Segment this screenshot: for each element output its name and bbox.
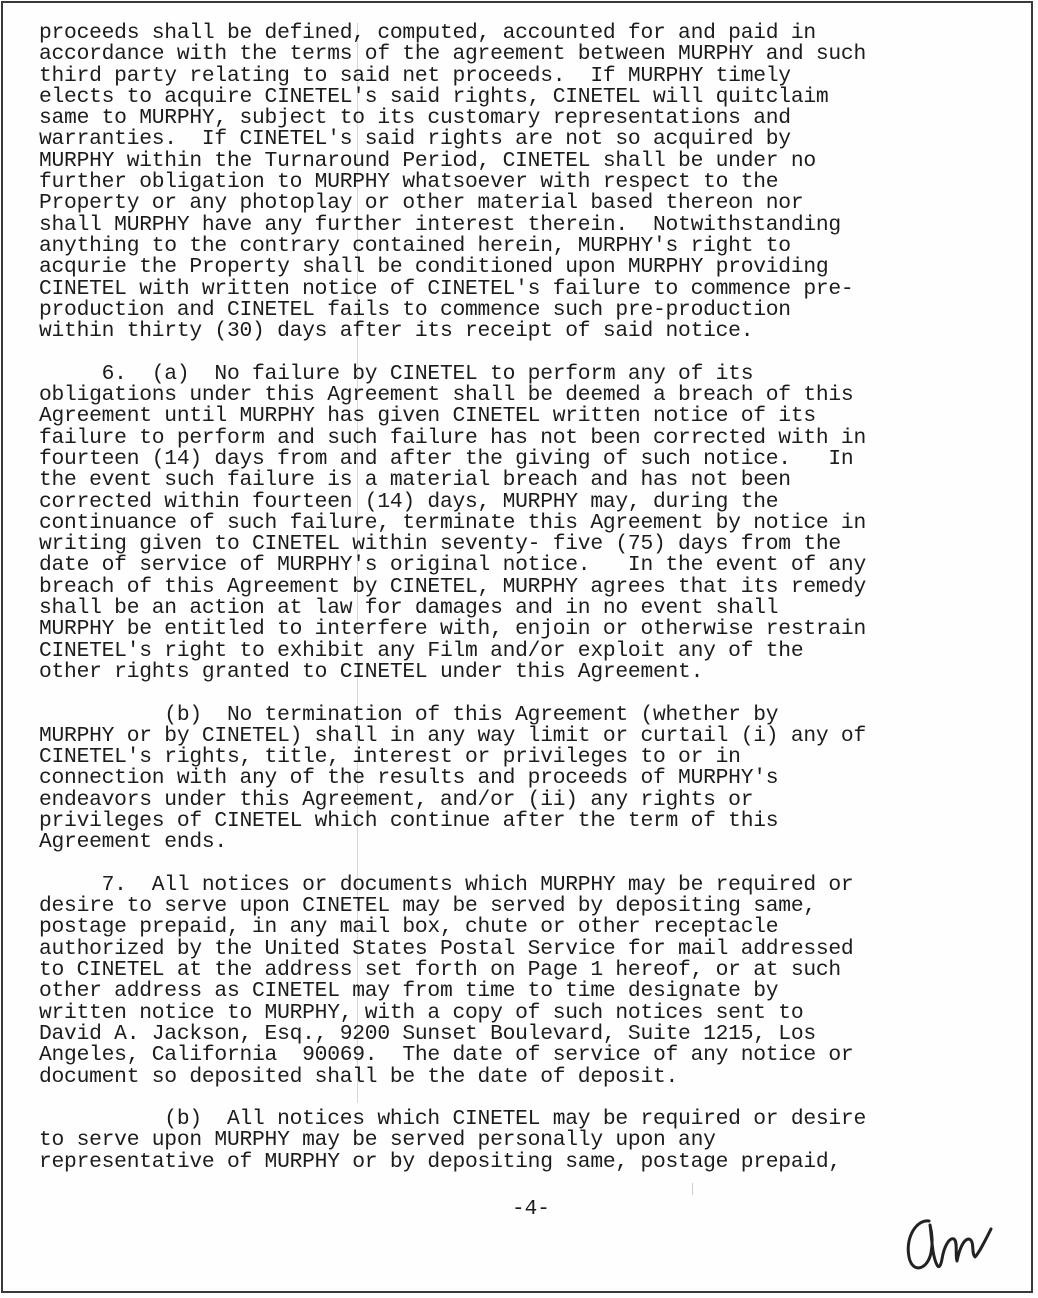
text-line: to CINETEL at the address set forth on Page 1 hereof, or at such	[39, 958, 841, 983]
text-line: 7. All notices or documents which MURPHY may be required or	[39, 872, 854, 897]
text-line: fourteen (14) days from and after the giving of such notice. In	[39, 446, 854, 471]
text-line: production and CINETEL fails to commence such pre-production	[39, 297, 791, 322]
text-line: the event such failure is a material breach and has not been	[39, 468, 791, 493]
paragraph-gap	[39, 854, 1019, 875]
text-line: further obligation to MURPHY whatsoever with respect to the	[39, 170, 779, 195]
text-line: document so deposited shall be the date of deposit.	[39, 1064, 679, 1089]
text-line: within thirty (30) days after its receipt of said notice.	[39, 319, 754, 344]
text-line: Agreement ends.	[39, 830, 227, 855]
paragraph-gap	[39, 683, 1019, 704]
text-line: desire to serve upon CINETEL may be served by depositing same,	[39, 894, 816, 919]
text-line: warranties. If CINETEL's said rights are not so acquired by	[39, 127, 791, 152]
text-line: Angeles, California 90069. The date of service of any notice or	[39, 1043, 854, 1068]
text-line: same to MURPHY, subject to its customary representations and	[39, 106, 791, 131]
text-line: postage prepaid, in any mail box, chute or other receptacle	[39, 915, 779, 940]
text-line: endeavors under this Agreement, and/or (ii) any rights or	[39, 787, 754, 812]
text-line: MURPHY be entitled to interfere with, enjoin or otherwise restrain	[39, 617, 866, 642]
text-line: CINETEL's right to exhibit any Film and/or exploit any of the	[39, 638, 804, 663]
text-line: failure to perform and such failure has not been corrected with in	[39, 425, 866, 450]
text-line: shall be an action at law for damages and in no event shall	[39, 596, 779, 621]
text-line: acqurie the Property shall be conditioned upon MURPHY providing	[39, 255, 829, 280]
page-number: -4-	[512, 1198, 550, 1221]
document-page	[1, 1, 1033, 1293]
text-line: authorized by the United States Postal Service for mail addressed	[39, 936, 854, 961]
text-line: MURPHY within the Turnaround Period, CINETEL shall be under no	[39, 148, 816, 173]
text-line: David A. Jackson, Esq., 9200 Sunset Boulevard, Suite 1215, Los	[39, 1021, 816, 1046]
text-line: connection with any of the results and proceeds of MURPHY's	[39, 766, 779, 791]
text-line: corrected within fourteen (14) days, MURPHY may, during the	[39, 489, 779, 514]
text-line: shall MURPHY have any further interest therein. Notwithstanding	[39, 212, 841, 237]
text-line: date of service of MURPHY's original notice. In the event of any	[39, 553, 866, 578]
handwritten-initials-signature	[899, 1199, 999, 1279]
text-line: breach of this Agreement by CINETEL, MURPHY agrees that its remedy	[39, 574, 866, 599]
text-line: Agreement until MURPHY has given CINETEL written notice of its	[39, 404, 816, 429]
text-line: to serve upon MURPHY may be served personally upon any	[39, 1128, 716, 1153]
text-line: CINETEL with written notice of CINETEL's failure to commence pre-	[39, 276, 854, 301]
text-line: (b) No termination of this Agreement (whether by	[39, 702, 779, 727]
text-line: continuance of such failure, terminate this Agreement by notice in	[39, 510, 866, 535]
text-line: representative of MURPHY or by depositing same, postage prepaid,	[39, 1149, 841, 1174]
text-line: MURPHY or by CINETEL) shall in any way limit or curtail (i) any of	[39, 723, 866, 748]
text-line: 6. (a) No failure by CINETEL to perform any of its	[39, 361, 754, 386]
scan-speck	[692, 1183, 693, 1195]
text-line: accordance with the terms of the agreement between MURPHY and such	[39, 42, 866, 67]
text-line: proceeds shall be defined, computed, accounted for and paid in	[39, 21, 816, 45]
text-line: obligations under this Agreement shall be deemed a breach of this	[39, 383, 854, 408]
text-line: CINETEL's rights, title, interest or privileges to or in	[39, 745, 741, 770]
text-line: third party relating to said net proceeds. If MURPHY timely	[39, 63, 791, 88]
text-line: writing given to CINETEL within seventy- five (75) days from the	[39, 532, 841, 557]
text-line: written notice to MURPHY, with a copy of such notices sent to	[39, 1000, 804, 1025]
paragraph-gap	[39, 1088, 1019, 1109]
text-line: other rights granted to CINETEL under this Agreement.	[39, 659, 704, 684]
document-body	[39, 23, 1019, 1173]
paragraph-gap	[39, 342, 1019, 363]
text-line: Property or any photoplay or other material based thereon nor	[39, 191, 804, 216]
text-line: (b) All notices which CINETEL may be required or desire	[39, 1107, 866, 1132]
text-line: other address as CINETEL may from time to time designate by	[39, 979, 779, 1004]
text-line: anything to the contrary contained herein, MURPHY's right to	[39, 233, 791, 258]
text-line: elects to acquire CINETEL's said rights, CINETEL will quitclaim	[39, 84, 829, 109]
text-line: privileges of CINETEL which continue after the term of this	[39, 808, 779, 833]
